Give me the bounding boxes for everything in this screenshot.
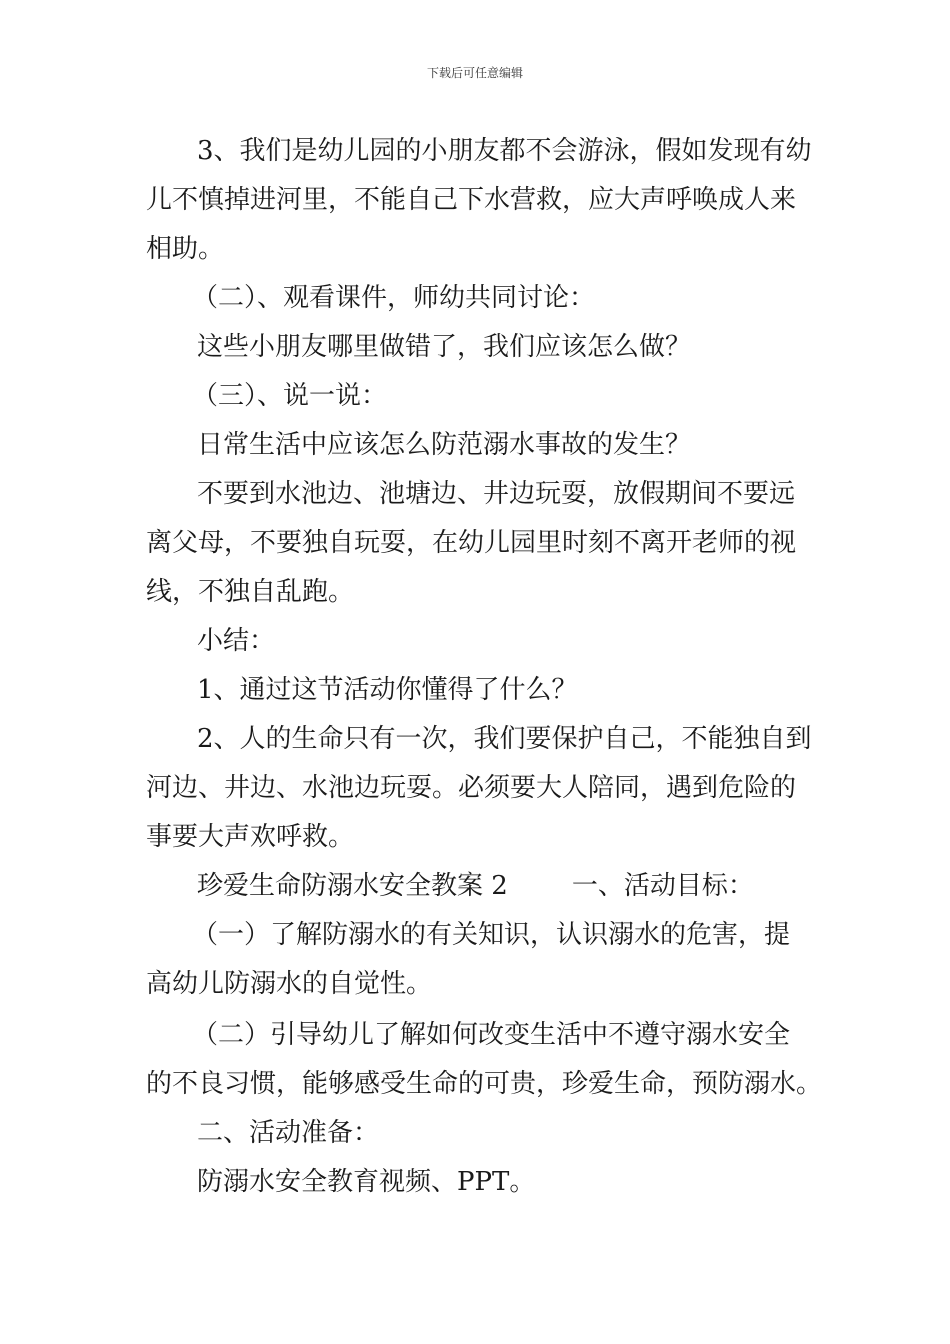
text-line: 河边、井边、水池边玩耍。必须要大人陪同，遇到危险的 xyxy=(146,773,797,803)
text-line: 相助。 xyxy=(146,234,225,264)
paragraph xyxy=(146,911,810,1009)
paragraph: 日常生活中应该怎么防范溺水事故的发生？ xyxy=(197,430,692,460)
document-body xyxy=(146,127,823,1207)
lesson-title-line xyxy=(146,862,810,911)
paragraph: 1、通过这节活动你懂得了什么？ xyxy=(197,675,578,705)
text-line: 儿不慎掉进河里，不能自己下水营救，应大声呼唤成人来 xyxy=(146,185,797,215)
text-line: （二）引导幼儿了解如何改变生活中不遵守溺水安全 xyxy=(192,1020,791,1050)
section-heading: 一、活动目标： xyxy=(571,871,754,901)
section-heading: 二、活动准备： xyxy=(197,1118,380,1148)
text-line: 的不良习惯，能够感受生命的可贵，珍爱生命，预防溺水。 xyxy=(146,1069,823,1099)
text-line: 高幼儿防溺水的自觉性。 xyxy=(146,969,433,999)
text-line: 离父母，不要独自玩耍，在幼儿园里时刻不离开老师的视 xyxy=(146,528,797,558)
paragraph: 这些小朋友哪里做错了，我们应该怎么做？ xyxy=(197,332,692,362)
section-heading: （二）、观看课件，师幼共同讨论： xyxy=(192,283,596,313)
paragraph: 防溺水安全教育视频、PPT。 xyxy=(197,1167,536,1197)
paragraph xyxy=(146,127,810,274)
text-line: 2、人的生命只有一次，我们要保护自己，不能独自到 xyxy=(197,724,812,754)
paragraph xyxy=(146,1011,823,1109)
text-line: 不要到水池边、池塘边、井边玩耍，放假期间不要远 xyxy=(197,479,796,509)
section-heading: （三）、说一说： xyxy=(192,381,388,411)
text-line: 事要大声欢呼救。 xyxy=(146,822,355,852)
lesson-title: 珍爱生命防溺水安全教案 2 xyxy=(197,871,508,901)
paragraph xyxy=(146,715,810,862)
page-header: 下载后可任意编辑 xyxy=(426,66,523,80)
text-line: （一）了解防溺水的有关知识，认识溺水的危害，提 xyxy=(192,920,791,950)
text-line: 3、我们是幼儿园的小朋友都不会游泳，假如发现有幼 xyxy=(197,136,812,166)
text-line: 线，不独自乱跑。 xyxy=(146,577,355,607)
summary-heading: 小结： xyxy=(197,626,276,656)
paragraph xyxy=(146,470,810,617)
